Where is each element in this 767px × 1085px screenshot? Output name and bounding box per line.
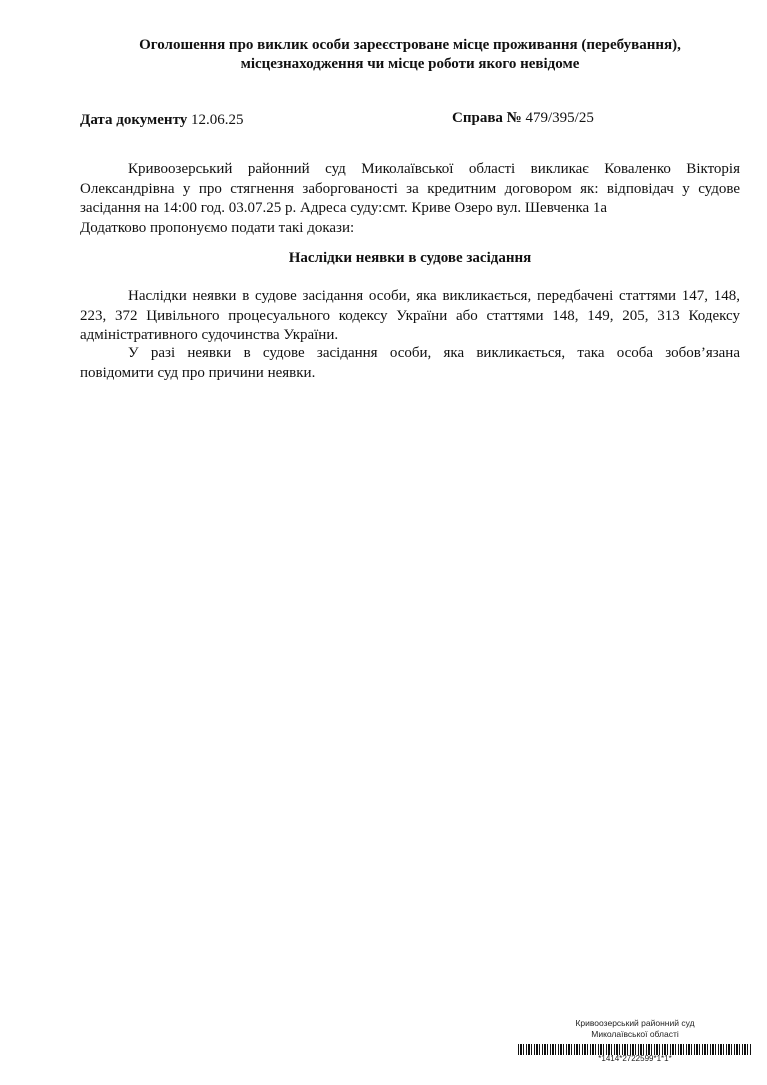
court-stamp xyxy=(518,1018,752,1040)
case-label: Справа № xyxy=(452,110,522,126)
document-date xyxy=(80,112,244,129)
consequences-p1-line-2: 223, 372 Цивільного процесуального кодексу України або статтями 148, 149, 205, 313 Кодексу xyxy=(80,307,740,324)
consequences-p2-line-1: У разі неявки в судове засідання особи, яка викликається, така особа зобов’язана xyxy=(128,345,740,361)
summons-paragraph xyxy=(80,160,740,238)
summons-line-1: Кривоозерський районний суд Миколаївської області викликає Коваленко Вікторія xyxy=(128,161,740,177)
stamp-line-2: Миколаївської області xyxy=(591,1029,679,1039)
consequences-p1-line-3: адміністративного судочинства України. xyxy=(80,327,339,343)
title-line-1: Оголошення про виклик особи зареєстроване місце проживання (перебування), xyxy=(139,37,681,53)
barcode-text: *1414*2722599*1*1* xyxy=(598,1054,672,1063)
consequences-paragraph-1 xyxy=(80,287,740,346)
case-number xyxy=(452,110,594,127)
consequences-p1-line-1: Наслідки неявки в судове засідання особи, яка викликається, передбачені статтями 147, 148, xyxy=(128,288,740,304)
title-line-2: місцезнаходження чи місце роботи якого невідоме xyxy=(240,56,580,72)
document-title xyxy=(80,36,740,74)
summons-line-3: засідання на 14:00 год. 03.07.25 р. Адреса суду:смт. Криве Озеро вул. Шевченка 1а xyxy=(80,200,608,216)
case-value: 479/395/25 xyxy=(525,110,594,126)
summons-line-4: Додатково пропонуємо подати такі докази: xyxy=(80,219,355,236)
summons-line-2: Олександрівна у про стягнення заборгованості за кредитним договором як: відповідач у судове xyxy=(80,180,740,197)
consequences-p2-line-2: повідомити суд про причини неявки. xyxy=(80,364,316,381)
stamp-line-1: Кривоозерський районний суд xyxy=(575,1018,695,1028)
consequences-heading: Наслідки неявки в судове засідання xyxy=(288,250,532,266)
date-value: 12.06.25 xyxy=(191,112,244,128)
date-label: Дата документу xyxy=(80,112,188,128)
consequences-paragraph-2 xyxy=(80,344,740,383)
